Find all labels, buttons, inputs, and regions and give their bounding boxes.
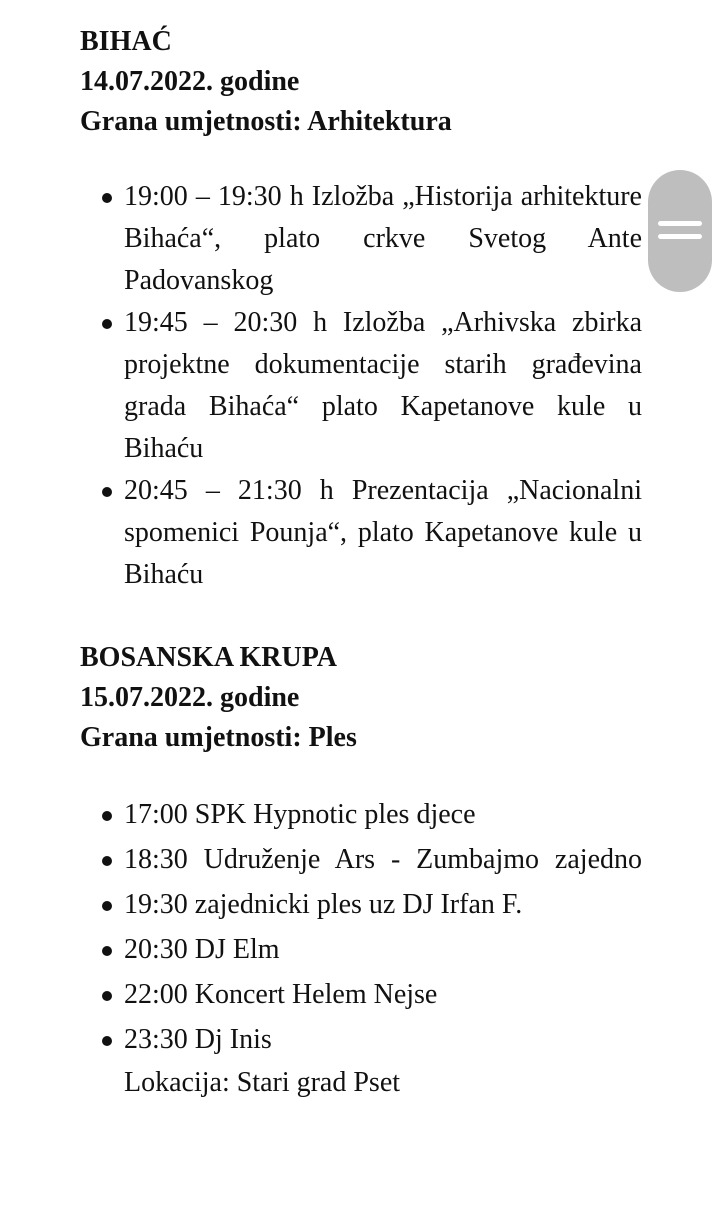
list-item	[80, 792, 642, 837]
art-branch: Grana umjetnosti: Arhitektura	[80, 106, 452, 137]
bullet-icon	[102, 811, 112, 821]
event-list	[80, 176, 642, 596]
bullet-icon	[102, 193, 112, 203]
scroll-handle[interactable]	[648, 170, 712, 292]
bullet-icon	[102, 901, 112, 911]
bullet-icon	[102, 319, 112, 329]
section-bosanska-krupa	[80, 638, 642, 1104]
art-branch: Grana umjetnosti: Ples	[80, 722, 357, 753]
section-bihac	[80, 22, 642, 596]
location-text: Lokacija: Stari grad Pset	[124, 1067, 401, 1098]
event-text: 23:30 Dj Inis	[124, 1024, 272, 1055]
event-text: 18:30 Udruženje Ars - Zumbajmo zajedno	[124, 844, 642, 875]
event-text: 19:30 zajednicki ples uz DJ Irfan F.	[124, 889, 523, 920]
event-date: 14.07.2022. godine	[80, 66, 300, 97]
event-date: 15.07.2022. godine	[80, 682, 300, 713]
event-text: 19:45 – 20:30 h Izložba „Arhivska zbirka projektne dokumentacije starih građevina grada Bihaća“ plato Kapetanove kule u Bihaću	[124, 307, 642, 464]
city-title: BOSANSKA KRUPA	[80, 642, 337, 673]
event-list	[80, 792, 642, 1062]
document-page	[80, 22, 642, 1104]
event-text: 17:00 SPK Hypnotic ples djece	[124, 799, 476, 830]
event-text: 19:00 – 19:30 h Izložba „Historija arhitekture Bihaća“, plato crkve Svetog Ante Padovanskog	[124, 181, 642, 296]
grip-lines-icon	[658, 221, 702, 226]
event-text: 20:45 – 21:30 h Prezentacija „Nacionalni spomenici Pounja“, plato Kapetanove kule u Bihaću	[124, 475, 642, 590]
list-item	[80, 927, 642, 972]
event-text: 22:00 Koncert Helem Nejse	[124, 979, 438, 1010]
list-item	[80, 972, 642, 1017]
bullet-icon	[102, 1036, 112, 1046]
bullet-icon	[102, 856, 112, 866]
city-title: BIHAĆ	[80, 26, 172, 57]
list-item	[80, 837, 642, 882]
section-header	[80, 22, 642, 142]
bullet-icon	[102, 946, 112, 956]
section-header	[80, 638, 642, 758]
bullet-icon	[102, 991, 112, 1001]
grip-lines-icon	[658, 234, 702, 239]
list-item	[80, 1017, 642, 1062]
bullet-icon	[102, 487, 112, 497]
list-item	[80, 470, 642, 596]
list-item	[80, 176, 642, 302]
list-item	[80, 302, 642, 470]
list-item	[80, 882, 642, 927]
event-text: 20:30 DJ Elm	[124, 934, 280, 965]
